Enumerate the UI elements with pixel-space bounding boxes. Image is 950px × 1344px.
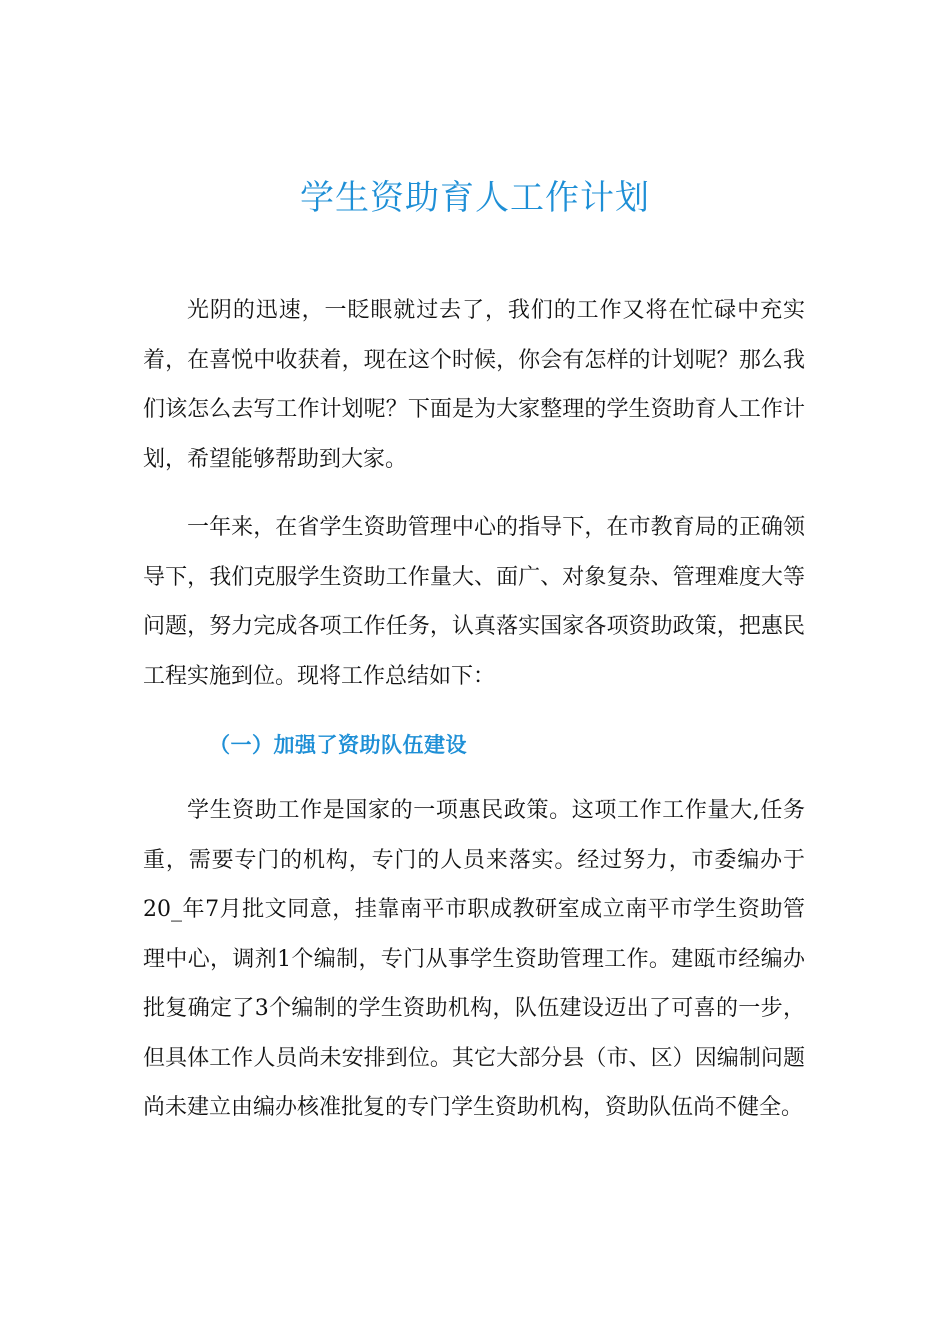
document-title: 学生资助育人工作计划: [300, 178, 650, 218]
section-body-paragraph: 学生资助工作是国家的一项惠民政策。这项工作工作量大,任务重，需要专门的机构，专门的人员来落实。经过努力，市委编办于20_年7月批文同意，挂靠南平市职成教研室成立南平市学生资助管理中心，调剂1个编制，专门从事学生资助管理工作。建瓯市经编办批复确定了3个编制的学生资助机构，队伍建设迈出了可喜的一步，但具体工作人员尚未安排到位。其它大部分县（市、区）因编制问题尚未建立由编办核准批复的专门学生资助机构，资助队伍尚不健全。: [143, 798, 805, 1120]
intro-paragraph: 光阴的迅速，一眨眼就过去了，我们的工作又将在忙碌中充实着，在喜悦中收获着，现在这个时候，你会有怎样的计划呢？那么我们该怎么去写工作计划呢？下面是为大家整理的学生资助育人工作计划，希望能够帮助到大家。: [143, 298, 805, 472]
summary-paragraph: 一年来，在省学生资助管理中心的指导下，在市教育局的正确领导下，我们克服学生资助工作量大、面广、对象复杂、管理难度大等问题，努力完成各项工作任务，认真落实国家各项资助政策，把惠民工程实施到位。现将工作总结如下：: [143, 515, 805, 689]
section-heading: （一）加强了资助队伍建设: [209, 733, 467, 757]
